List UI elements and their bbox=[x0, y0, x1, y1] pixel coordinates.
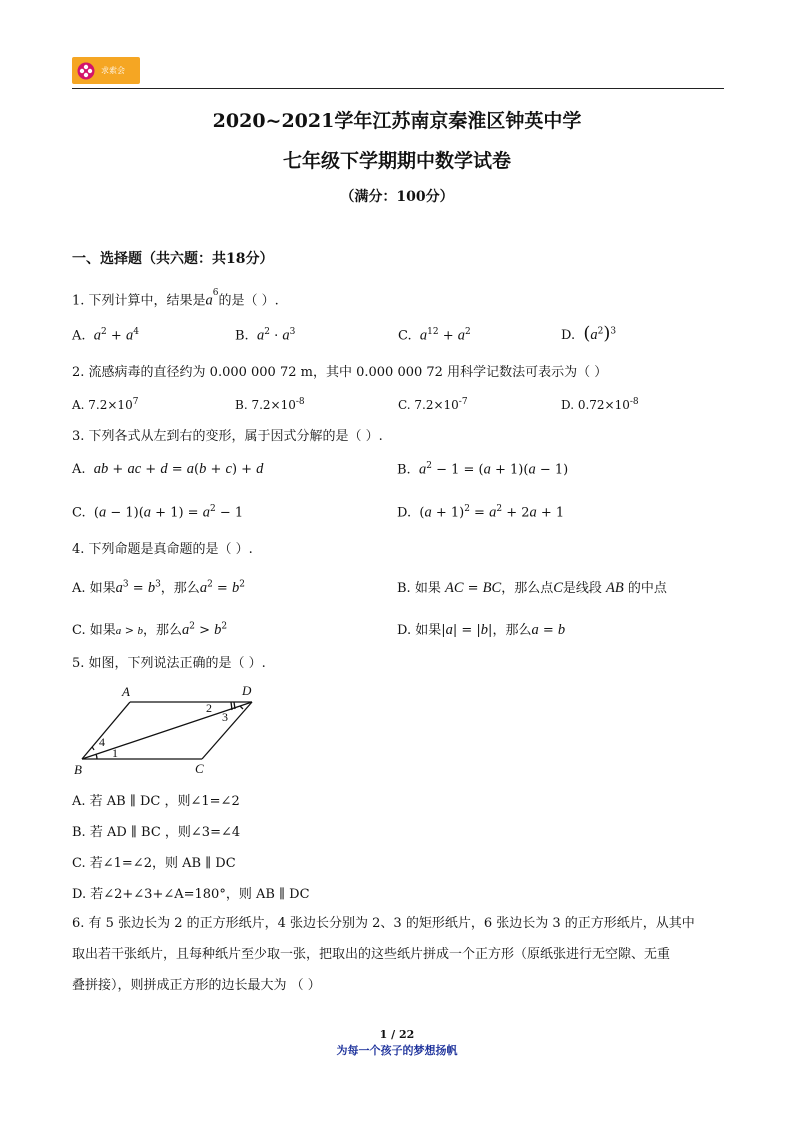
brand-logo bbox=[72, 57, 140, 84]
angle-label-1: 1 bbox=[112, 746, 118, 760]
logo-text: 求索会 bbox=[101, 66, 125, 75]
vertex-label-c: C bbox=[195, 761, 204, 776]
q2-option-b[interactable]: B. $7.2\times 10^{-8}$ bbox=[235, 397, 305, 412]
vertex-label-b: B bbox=[74, 762, 82, 777]
question-2-stem: 2. 流感病毒的直径约为 0.000 000 72 m，其中 0.000 000 72 用科学记数法可表示为（ ） bbox=[72, 365, 608, 380]
question-5-stem: 5. 如图，下列说法正确的是（ ）. bbox=[72, 656, 266, 671]
q1-option-b[interactable]: B. $a^2 \cdot a^3$ bbox=[235, 327, 296, 344]
q1-option-c[interactable]: C. $a^{12} + a^2$ bbox=[398, 327, 471, 344]
page-number: 1 / 22 bbox=[379, 1028, 415, 1041]
footer-slogan: 为每一个孩子的梦想扬帆 bbox=[336, 1044, 458, 1057]
question-4-stem: 4. 下列命题是真命题的是（ ）. bbox=[72, 542, 253, 557]
q4-option-c[interactable]: C. 如果a > b，那么$a^2 > b^2$ bbox=[72, 621, 228, 638]
full-score: （满分：100分） bbox=[340, 189, 454, 205]
q1-option-d[interactable]: D. $(a^2)^3$ bbox=[561, 323, 617, 344]
header-rule bbox=[72, 88, 724, 89]
q3-option-a[interactable]: A. ab + ac + d = a(b + c) + d bbox=[72, 461, 264, 477]
question-6-line-3: 叠拼接），则拼成正方形的边长最大为 （ ） bbox=[72, 978, 321, 993]
parallelogram-figure bbox=[72, 682, 272, 777]
q5-option-d[interactable]: D. 若∠2+∠3+∠A=180°，则 AB ∥ DC bbox=[72, 887, 310, 902]
q3-option-d[interactable]: D. $(a + 1)^2 = a^2 + 2a + 1$ bbox=[397, 504, 565, 521]
q4-option-d[interactable]: D. 如果|a| = |b|，那么a = b bbox=[397, 622, 566, 638]
angle-label-4: 4 bbox=[99, 735, 105, 749]
q1-option-a[interactable]: A. $a^2 + a^4$ bbox=[72, 327, 139, 344]
q4-option-a[interactable]: A. 如果$a^3 = b^3$，那么$a^2 = b^2$ bbox=[72, 579, 245, 596]
q2-option-c[interactable]: C. $7.2\times 10^{-7}$ bbox=[398, 397, 468, 412]
q4-option-b[interactable]: B. 如果 AC = BC，那么点C是线段 AB 的中点 bbox=[397, 580, 667, 596]
vertex-label-a: A bbox=[122, 684, 130, 699]
angle-label-2: 2 bbox=[206, 701, 212, 715]
q5-option-a[interactable]: A. 若 AB ∥ DC ，则∠1=∠2 bbox=[72, 794, 240, 809]
exam-title: 2020~2021学年江苏南京秦淮区钟英中学 bbox=[212, 110, 582, 132]
flower-logo-icon bbox=[77, 62, 95, 80]
q2-option-d[interactable]: D. $0.72\times 10^{-8}$ bbox=[561, 397, 639, 412]
question-3-stem: 3. 下列各式从左到右的变形，属于因式分解的是（ ）. bbox=[72, 429, 383, 444]
exam-subtitle: 七年级下学期期中数学试卷 bbox=[282, 150, 511, 172]
question-6-line-1: 6. 有 5 张边长为 2 的正方形纸片，4 张边长分别为 2、3 的矩形纸片，6 张边长为 3 的正方形纸片，从其中 bbox=[72, 916, 695, 931]
section-heading: 一、选择题（共六题：共18分） bbox=[72, 251, 274, 267]
q5-option-c[interactable]: C. 若∠1=∠2，则 AB ∥ DC bbox=[72, 856, 236, 871]
vertex-label-d: D bbox=[242, 683, 252, 698]
question-6-line-2: 取出若干张纸片，且每种纸片至少取一张，把取出的这些纸片拼成一个正方形（原纸张进行无空隙、无重 bbox=[72, 947, 671, 962]
q3-option-c[interactable]: C. $(a - 1)(a + 1) = a^2 - 1$ bbox=[72, 504, 244, 521]
q5-option-b[interactable]: B. 若 AD ∥ BC ，则∠3=∠4 bbox=[72, 825, 241, 840]
q3-option-b[interactable]: B. $a^2 - 1 = (a + 1)(a - 1)$ bbox=[397, 461, 569, 478]
angle-label-3: 3 bbox=[222, 710, 228, 724]
q2-option-a[interactable]: A. $7.2\times 10^7$ bbox=[72, 397, 139, 412]
question-1-stem: 1. 下列计算中，结果是$a^6$的是（ ）. bbox=[72, 288, 279, 309]
